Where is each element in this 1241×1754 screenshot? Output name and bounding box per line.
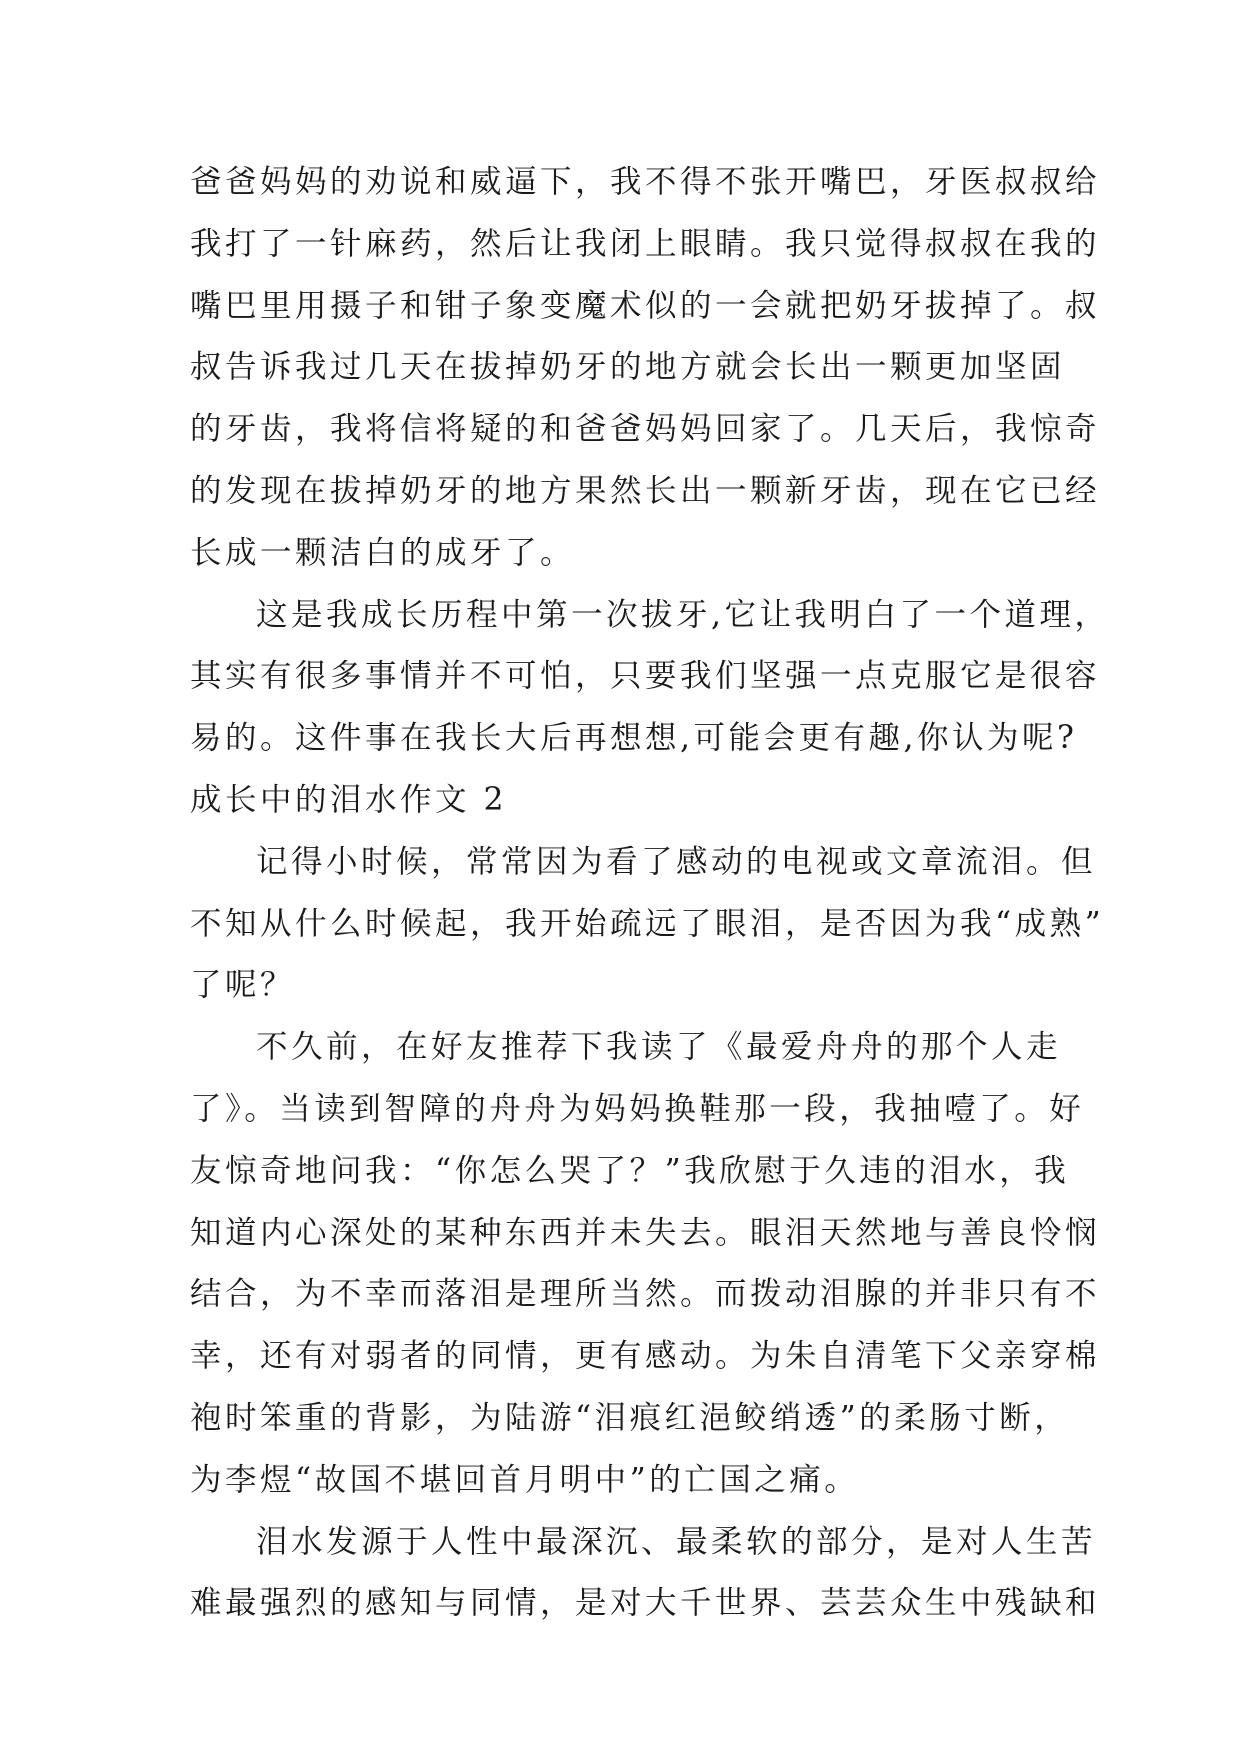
document-page	[190, 152, 1110, 1635]
text-line: 了》。当读到智障的舟舟为妈妈换鞋那一段，我抽噎了。好	[190, 1090, 1085, 1127]
text-line: 的发现在拔掉奶牙的地方果然长出一颗新牙齿，现在它已经	[190, 472, 1101, 509]
text-line: 知道内心深处的某种东西并未失去。眼泪天然地与善良怜悯	[190, 1214, 1101, 1251]
text-line: 爸爸妈妈的劝说和威逼下，我不得不张开嘴巴，牙医叔叔给	[190, 164, 1101, 200]
text-line: 我打了一针麻药，然后让我闭上眼睛。我只觉得叔叔在我的	[190, 225, 1101, 262]
text-line: 易的。这件事在我长大后再想想,可能会更有趣,你认为呢?	[190, 720, 1078, 757]
text-line: 了呢？	[190, 967, 296, 1004]
section-heading: 成长中的泪水作文 2	[190, 781, 508, 818]
text-line: 难最强烈的感知与同情，是对大千世界、芸芸众生中残缺和	[190, 1585, 1101, 1622]
text-line: 这是我成长历程中第一次拔牙,它让我明白了一个道理，	[256, 596, 1110, 633]
text-line: 嘴巴里用摄子和钳子象变魔术似的一会就把奶牙拔掉了。叔	[190, 287, 1101, 324]
text-line: 叔告诉我过几天在拔掉奶牙的地方就会长出一颗更加坚固	[190, 349, 1066, 386]
text-line: 幸，还有对弱者的同情，更有感动。为朱自清笔下父亲穿棉	[190, 1338, 1101, 1375]
text-line: 长成一颗洁白的成牙了。	[190, 534, 576, 571]
text-line: 泪水发源于人性中最深沉、最柔软的部分，是对人生苦	[256, 1523, 1097, 1560]
text-line: 为李煜“故国不堪回首月明中”的亡国之痛。	[190, 1461, 860, 1498]
text-line: 记得小时候，常常因为看了感动的电视或文章流泪。但	[256, 843, 1097, 880]
text-line: 结合，为不幸而落泪是理所当然。而拨动泪腺的并非只有不	[190, 1276, 1101, 1313]
text-line: 友惊奇地问我：“你怎么哭了？”我欣慰于久违的泪水，我	[190, 1152, 1070, 1189]
text-line: 袍时笨重的背影，为陆游“泪痕红浥鲛绡透”的柔肠寸断，	[190, 1399, 1070, 1436]
text-line: 其实有很多事情并不可怕，只要我们坚强一点克服它是很容	[190, 658, 1101, 695]
text-line: 不知从什么时候起，我开始疏远了眼泪，是否因为我“成熟”	[190, 905, 1105, 942]
text-line: 的牙齿，我将信将疑的和爸爸妈妈回家了。几天后，我惊奇	[190, 411, 1101, 448]
text-line: 不久前，在好友推荐下我读了《最爱舟舟的那个人走	[256, 1029, 1062, 1066]
